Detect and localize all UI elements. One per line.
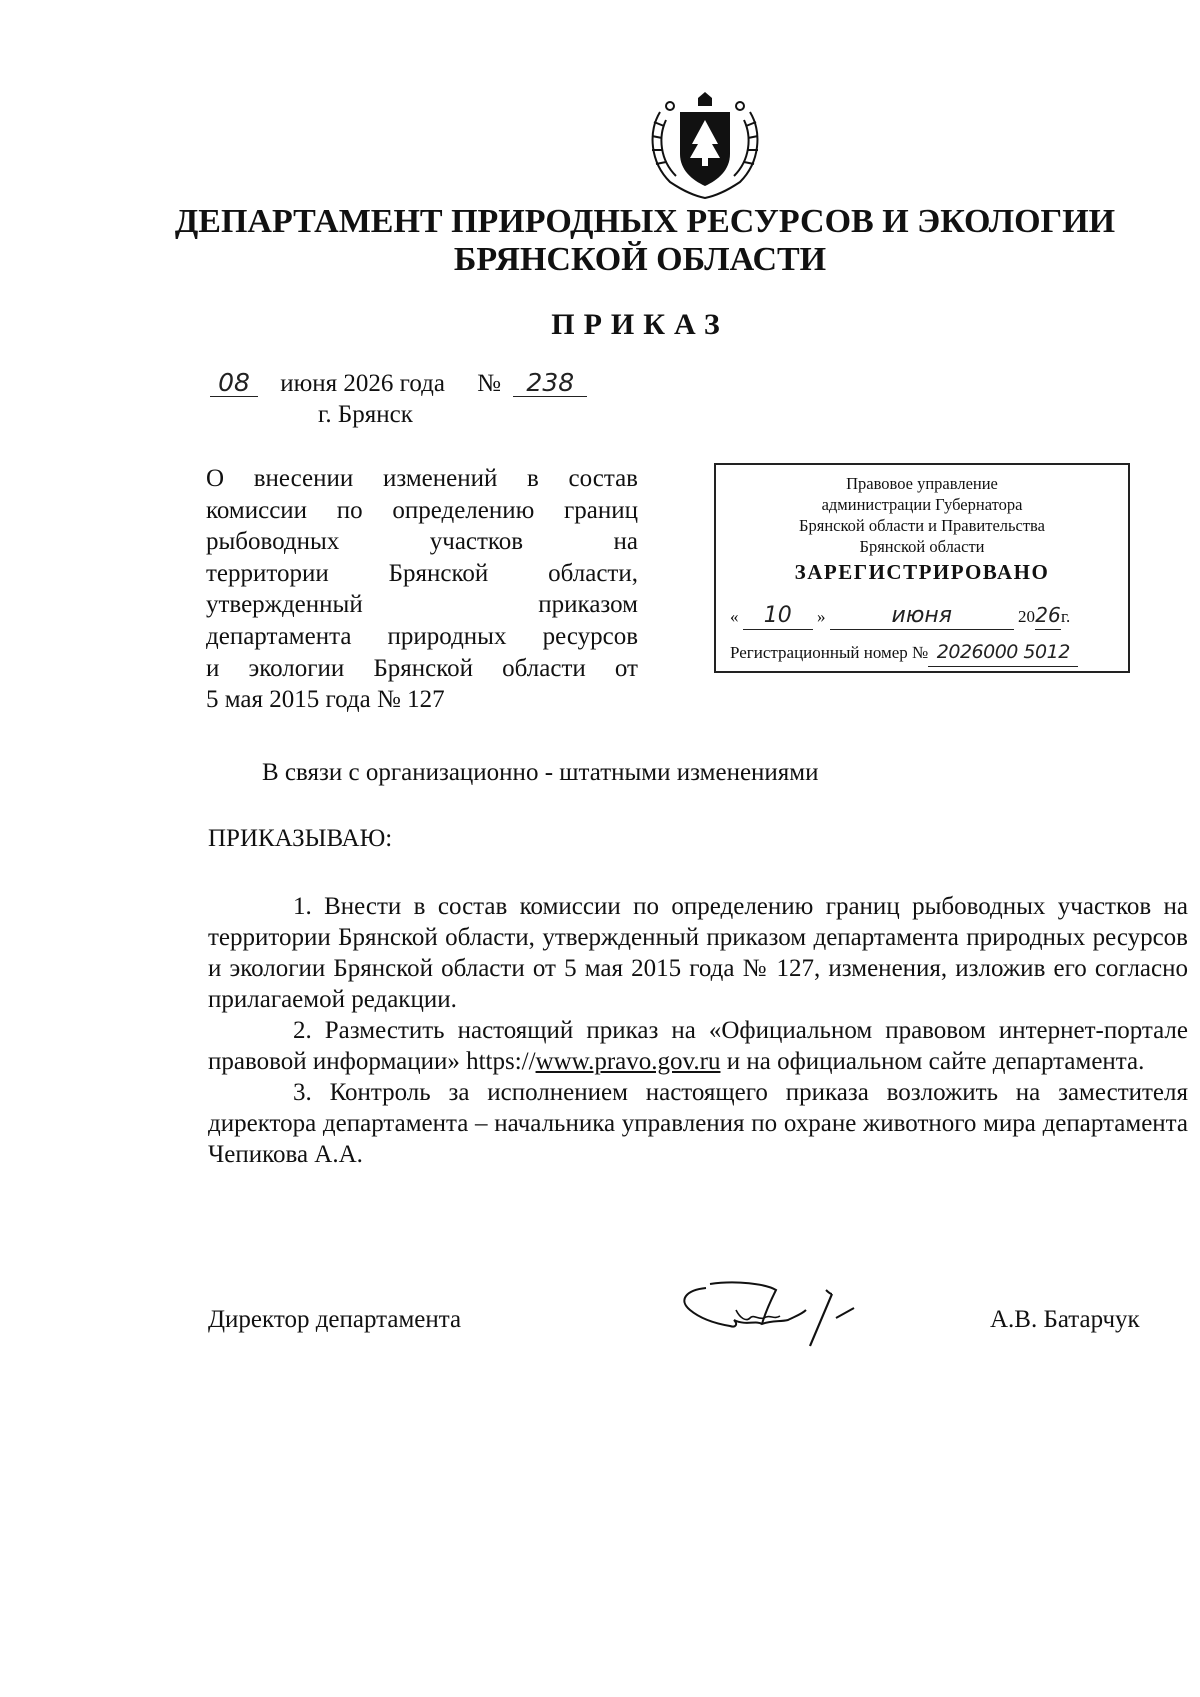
document-type: ПРИКАЗ: [551, 308, 729, 341]
pravo-link[interactable]: www.pravo.gov.ru: [535, 1048, 721, 1075]
subject-line: рыбоводных участков на: [206, 528, 638, 556]
stamp-line: Правовое управление: [846, 474, 998, 493]
handwritten-signature-icon: [676, 1280, 906, 1350]
coat-of-arms-icon: [640, 92, 770, 200]
stamp-line: Брянской области: [859, 537, 985, 556]
order-date-number: [210, 368, 587, 399]
order-item-2: 2. Разместить настоящий приказ на «Официальном правовом интернет-портале правовой информации» https://www.pravo.gov.ru и на официальном сайте департамента.: [208, 1017, 1188, 1075]
subject-line: 5 мая 2015 года № 127: [206, 686, 445, 714]
signer-name: А.В. Батарчук: [990, 1306, 1140, 1333]
stamp-day: 10: [743, 602, 813, 630]
registration-stamp: [714, 463, 1130, 673]
order-word: ПРИКАЗЫВАЮ:: [208, 825, 393, 852]
stamp-reg-number-row: Регистрационный номер № 2026000 5012: [730, 639, 1118, 667]
order-item-3: 3. Контроль за исполнением настоящего приказа возложить на заместителя директора департамента – начальника управления по охране животного мира департамента Чепикова А.А.: [208, 1079, 1188, 1168]
preamble: В связи с организационно - штатными изменениями: [262, 759, 819, 786]
subject-line: комиссии по определению границ: [206, 496, 638, 524]
stamp-line: администрации Губернатора: [821, 495, 1023, 514]
stamp-reg-number: 2026000 5012: [928, 639, 1078, 667]
subject-line: территории Брянской области,: [206, 559, 638, 587]
signer-position: Директор департамента: [208, 1306, 462, 1333]
order-subject: [206, 463, 638, 716]
stamp-year: 26: [1035, 602, 1061, 630]
order-city: г. Брянск: [318, 401, 413, 428]
order-item-1: 1. Внести в состав комиссии по определению границ рыбоводных участков на территории Брянской области, утвержденный приказом департамента природных ресурсов и экологии Брянской области от 5 мая 2015 года № 127, изменения, изложив его согласно прилагаемой редакции.: [208, 893, 1188, 1013]
department-name-line2: БРЯНСКОЙ ОБЛАСТИ: [453, 241, 827, 278]
subject-line: О внесении изменений в состав: [206, 465, 638, 492]
stamp-line: Брянской области и Правительства: [799, 516, 1045, 535]
stamp-month: июня: [830, 602, 1014, 630]
department-name-line1: ДЕПАРТАМЕНТ ПРИРОДНЫХ РЕСУРСОВ И ЭКОЛОГИИ: [174, 203, 1116, 240]
subject-line: утвержденный приказом: [206, 591, 638, 619]
order-day: 08: [210, 369, 258, 397]
stamp-date-row: « 10 » июня 2026г.: [730, 603, 1071, 628]
subject-line: и экологии Брянской области от: [206, 654, 638, 682]
order-items: [208, 891, 1188, 1170]
order-number-sign: №: [477, 370, 502, 397]
order-number: 238: [513, 369, 587, 397]
order-month-year: июня 2026 года: [280, 370, 445, 397]
stamp-registered: ЗАРЕГИСТРИРОВАНО: [794, 560, 1050, 584]
subject-line: департамента природных ресурсов: [206, 622, 638, 650]
